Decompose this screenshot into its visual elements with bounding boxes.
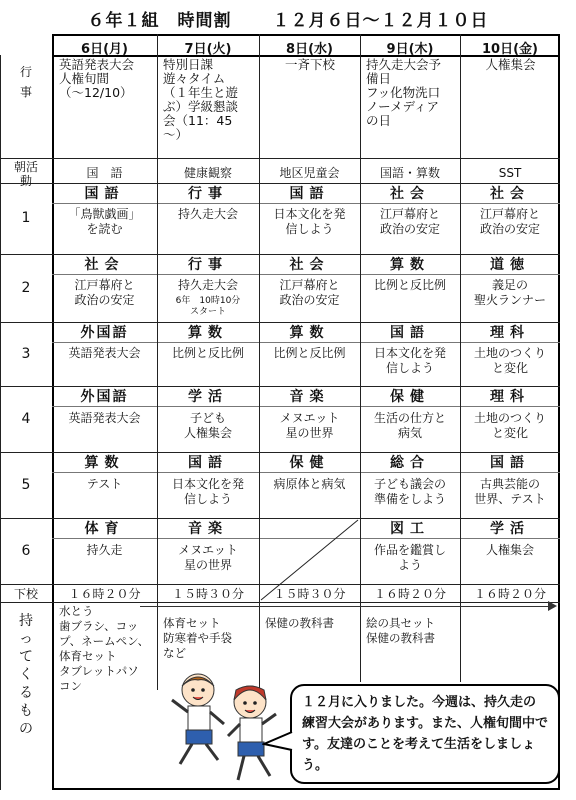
divider bbox=[52, 203, 560, 204]
lesson-content: 義足の 聖火ランナー bbox=[473, 278, 546, 307]
divider bbox=[0, 254, 560, 255]
morning-cell: SST bbox=[498, 166, 522, 180]
lesson-content: 日本文化を発 信しよう bbox=[171, 477, 244, 506]
bring-items: 水とう 歯ブラシ、コッ プ、ネームペン、 体育セット タブレットパソ コン bbox=[59, 604, 150, 693]
speech-bubble-tail bbox=[262, 730, 294, 754]
events-label: 行 事 bbox=[19, 65, 32, 99]
lesson-content: 比例と反比例 bbox=[273, 346, 346, 360]
divider bbox=[0, 158, 560, 159]
subject-label: 保健 bbox=[289, 455, 330, 471]
bring-items bbox=[461, 614, 560, 618]
period-number: 2 bbox=[21, 280, 31, 296]
subject-label: 行事 bbox=[188, 257, 228, 273]
event-cell: 人権集会 bbox=[485, 57, 536, 72]
bring-items: 保健の教科書 bbox=[265, 616, 334, 630]
subject-label: 算数 bbox=[289, 325, 330, 341]
lesson-content: 持久走 bbox=[86, 543, 123, 557]
subject-label: 外国語 bbox=[80, 325, 129, 341]
divider bbox=[52, 406, 560, 407]
event-cell: 特別日課 遊々タイム （１年生と遊 ぶ）学級懇談 会（11：45 ～） bbox=[163, 57, 239, 142]
lesson-content: 江戸幕府と 政治の安定 bbox=[279, 278, 340, 307]
subject-label: 社会 bbox=[84, 257, 125, 273]
subject-label: 理科 bbox=[490, 325, 530, 341]
lesson-content: 持久走大会 bbox=[177, 278, 238, 292]
lesson-content: 子ども 人権集会 bbox=[183, 411, 232, 440]
bring-items: 絵の具セット 保健の教科書 bbox=[366, 616, 435, 645]
period-number: 1 bbox=[21, 210, 31, 226]
event-cell: 一斉下校 bbox=[284, 57, 335, 72]
subject-label: 理科 bbox=[490, 389, 530, 405]
lesson-content: 江戸幕府と 政治の安定 bbox=[379, 207, 440, 236]
lesson-content: テスト bbox=[86, 477, 123, 491]
event-cell: 持久走大会予 備日 フッ化物洗口 ノーメディア の日 bbox=[366, 57, 442, 128]
day-header: 6日(月) bbox=[81, 42, 128, 57]
date-range: １２月６日～１２月１０日 bbox=[272, 11, 489, 31]
start-time-note: 6年 10時10分 スタート bbox=[175, 296, 241, 317]
lesson-content: 日本文化を発 信しよう bbox=[373, 346, 446, 375]
subject-label: 学活 bbox=[188, 389, 228, 405]
subject-label: 総合 bbox=[390, 455, 430, 471]
period-number: 5 bbox=[21, 477, 31, 493]
divider bbox=[0, 386, 560, 387]
morning-cell: 国語・算数 bbox=[379, 166, 440, 180]
subject-label: 図工 bbox=[390, 521, 430, 537]
dismissal-time: １６時２０分 bbox=[373, 587, 446, 601]
divider bbox=[52, 274, 560, 275]
bring-items: 体育セット 防寒着や手袋 など bbox=[163, 616, 232, 660]
dismissal-time: １５時３０分 bbox=[273, 587, 346, 601]
class-title: ６年１組 時間割 bbox=[87, 11, 232, 31]
subject-label: 外国語 bbox=[80, 389, 129, 405]
morning-cell: 地区児童会 bbox=[279, 166, 340, 180]
morning-cell: 健康観察 bbox=[183, 166, 232, 180]
subject-label: 学活 bbox=[490, 521, 530, 537]
lesson-content: 「鳥獣戯画」 を読む bbox=[68, 207, 141, 236]
lesson-content: 江戸幕府と 政治の安定 bbox=[479, 207, 540, 236]
lesson-content: 比例と反比例 bbox=[373, 278, 446, 292]
bring-label: 持 っ て く る も の bbox=[19, 613, 33, 737]
period-number: 6 bbox=[21, 543, 31, 559]
dismissal-label: 下校 bbox=[13, 587, 38, 601]
day-header: 9日(木) bbox=[386, 42, 434, 57]
page-title bbox=[0, 6, 576, 31]
dismissal-time: １６時２０分 bbox=[68, 587, 141, 601]
lesson-content: 土地のつくり と変化 bbox=[473, 411, 546, 440]
lesson-content: メヌエット 星の世界 bbox=[279, 411, 340, 440]
subject-label: 音楽 bbox=[188, 521, 228, 537]
subject-label: 道徳 bbox=[490, 257, 530, 273]
divider bbox=[0, 452, 560, 453]
divider bbox=[259, 34, 260, 602]
arrow-right-icon bbox=[548, 601, 557, 611]
day-header: 8日(水) bbox=[286, 42, 333, 57]
lesson-content: 持久走大会 bbox=[177, 207, 238, 221]
subject-label: 音楽 bbox=[289, 389, 330, 405]
subject-label: 社会 bbox=[289, 257, 330, 273]
lesson-content: 作品を鑑賞し よう bbox=[373, 543, 446, 572]
lesson-content: 英語発表大会 bbox=[68, 346, 141, 360]
day-header: 10日(金) bbox=[482, 42, 538, 57]
dismissal-time: １６時２０分 bbox=[473, 587, 546, 601]
lesson-content: 古典芸能の 世界、テスト bbox=[474, 477, 546, 506]
lesson-content: 比例と反比例 bbox=[171, 346, 244, 360]
event-cell: 英語発表大会 人権旬間 （～12/10） bbox=[59, 57, 135, 100]
subject-label: 体育 bbox=[84, 521, 125, 537]
dismissal-time: １５時３０分 bbox=[171, 587, 244, 601]
arrow-line bbox=[140, 606, 552, 607]
lesson-content: 日本文化を発 信しよう bbox=[273, 207, 346, 236]
lesson-content: メヌエット 星の世界 bbox=[178, 543, 238, 572]
lesson-content: 江戸幕府と 政治の安定 bbox=[74, 278, 135, 307]
divider bbox=[460, 34, 461, 602]
day-header: 7日(火) bbox=[184, 42, 232, 57]
subject-label: 行事 bbox=[188, 186, 228, 202]
lesson-content: 土地のつくり と変化 bbox=[473, 346, 546, 375]
divider bbox=[52, 342, 560, 343]
subject-label: 算数 bbox=[188, 325, 228, 341]
subject-label: 算数 bbox=[390, 257, 430, 273]
lesson-content: 英語発表大会 bbox=[68, 411, 141, 425]
divider bbox=[0, 322, 560, 323]
subject-label: 国語 bbox=[289, 186, 330, 202]
divider bbox=[0, 183, 560, 184]
subject-label: 社会 bbox=[390, 186, 430, 202]
weekly-message: １２月に入りました。今週は、持久走の練習大会があります。また、人権旬間中です。友達のことを考えて生活をしましょう。 bbox=[290, 684, 560, 784]
lesson-content: 生活の仕方と 病気 bbox=[373, 411, 446, 440]
divider bbox=[52, 472, 560, 473]
lesson-content: 人権集会 bbox=[485, 543, 534, 557]
subject-label: 保健 bbox=[390, 389, 430, 405]
lesson-content: 子ども議会の 準備をしよう bbox=[373, 477, 446, 506]
morning-cell: 国 語 bbox=[86, 166, 123, 180]
subject-label: 国語 bbox=[390, 325, 430, 341]
running-children-illustration bbox=[160, 660, 285, 790]
subject-label: 国語 bbox=[188, 455, 228, 471]
morning-label: 朝活 動 bbox=[13, 160, 38, 188]
subject-label: 国語 bbox=[84, 186, 125, 202]
subject-label: 社会 bbox=[490, 186, 530, 202]
period-number: 3 bbox=[21, 346, 31, 362]
lesson-content: 病原体と病気 bbox=[273, 477, 346, 491]
subject-label: 算数 bbox=[84, 455, 125, 471]
subject-label: 国語 bbox=[490, 455, 530, 471]
period-number: 4 bbox=[21, 411, 31, 427]
